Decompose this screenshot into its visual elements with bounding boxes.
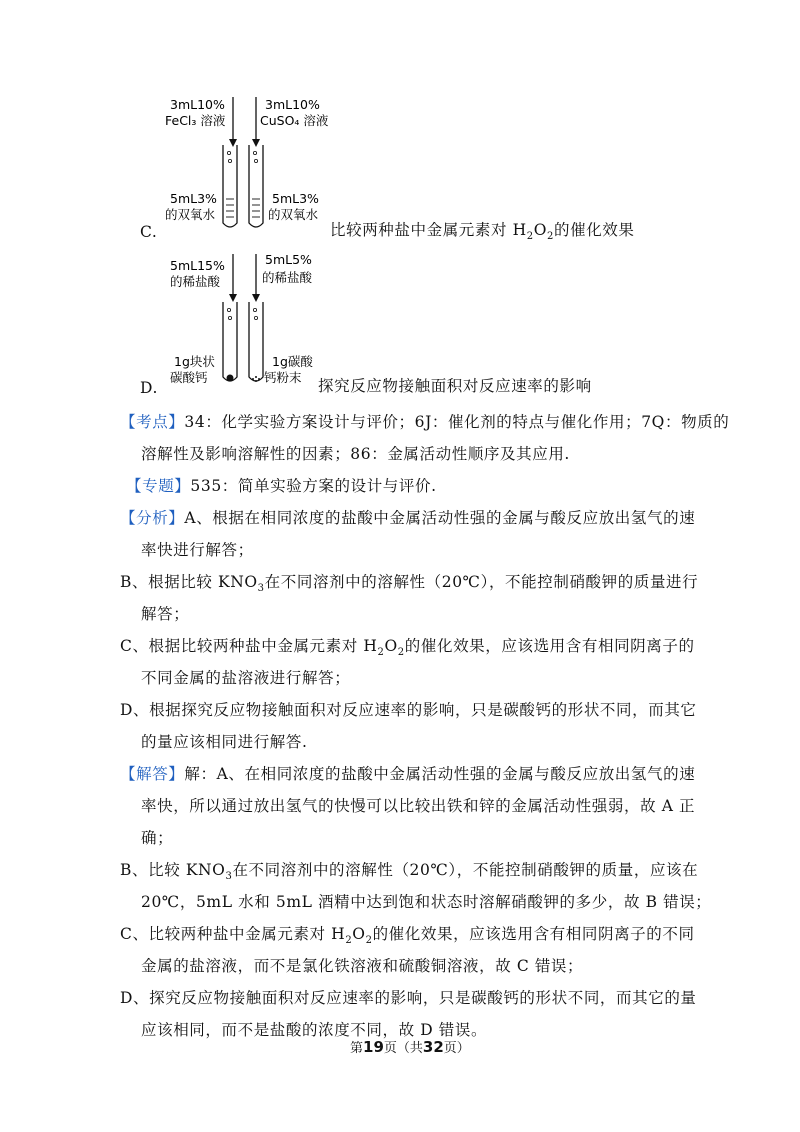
- c-right-top-label: 3mL10%: [265, 97, 320, 112]
- zhuanti-tag: 【专题】: [126, 477, 191, 495]
- c-right-bottom-label2: 的双氧水: [268, 207, 319, 222]
- c-left-top-label: 3mL10%: [170, 97, 225, 112]
- jieda-b-line2: 20℃，5mL 水和 5mL 酒精中达到饱和状态时溶解硝酸钾的多少，故 B 错误；: [141, 893, 712, 911]
- c-left-bottom-label: 5mL3%: [170, 191, 217, 206]
- fenxi-c-line2: 不同金属的盐溶液进行解答；: [141, 669, 351, 687]
- page-footer: 第19页（共32页）: [350, 1038, 470, 1056]
- fenxi-b-line2: 解答；: [141, 605, 190, 623]
- d-right-tube: [249, 302, 263, 381]
- jieda-c-line1: C、比较两种盐中金属元素对 $H_2O_2$的催化效果，应该选用含有相同阴离子的不同: [120, 925, 695, 947]
- option-c-letter: C.: [140, 223, 158, 241]
- option-d-letter: D.: [140, 379, 159, 397]
- fenxi-b-line1: B、根据比较 $KNO_3$在不同溶剂中的溶解性（20℃），不能控制硝酸钾的质量进行: [120, 573, 699, 595]
- jieda-a-line2: 率快，所以通过放出氢气的快慢可以比较出铁和锌的金属活动性强弱，故 A 正: [141, 797, 696, 815]
- fenxi-d-line1: D、根据探究反应物接触面积对反应速率的影响，只是碳酸钙的形状不同，而其它: [120, 701, 697, 719]
- fenxi-tag: 【分析】: [120, 509, 185, 527]
- d-right-bottom-label2: 钙粉末: [264, 370, 302, 385]
- jieda-c-line2: 金属的盐溶液，而不是氯化铁溶液和硫酸铜溶液，故 C 错误；: [141, 957, 584, 975]
- d-lump-solid: [227, 375, 234, 382]
- kaodian-line1: 【考点】34：化学实验方案设计与评价；6J：催化剂的特点与催化作用；7Q：物质的: [120, 413, 730, 431]
- jieda-a-line1: 【解答】解：A、在相同浓度的盐酸中金属活动性强的金属与酸反应放出氢气的速: [120, 765, 696, 783]
- d-left-bottom-label2: 碳酸钙: [170, 370, 208, 385]
- d-left-bottom-label: 1g块状: [174, 354, 215, 369]
- c-left-top-label2: FeCl₃ 溶液: [165, 113, 226, 128]
- jieda-d-line1: D、探究反应物接触面积对反应速率的影响，只是碳酸钙的形状不同，而其它的量: [120, 989, 697, 1007]
- page-number: 19: [363, 1038, 384, 1056]
- c-right-bottom-label: 5mL3%: [272, 191, 319, 206]
- fenxi-c-line1: C、根据比较两种盐中金属元素对 $H_2O_2$的催化效果，应该选用含有相同阴离子的: [120, 637, 695, 659]
- c-left-bottom-label2: 的双氧水: [165, 207, 216, 222]
- fenxi-a-line1: 【分析】A、根据在相同浓度的盐酸中金属活动性强的金属与酸反应放出氢气的速: [120, 509, 696, 527]
- d-left-top-label: 5mL15%: [170, 258, 225, 273]
- option-c-caption: 比较两种盐中金属元素对 $H_2O_2$的催化效果: [330, 221, 635, 243]
- option-c-diagram: [160, 95, 340, 237]
- fenxi-d-line2: 的量应该相同进行解答.: [141, 733, 308, 751]
- c-left-tube: [223, 145, 237, 227]
- jieda-d-line2: 应该相同，而不是盐酸的浓度不同，故 D 错误。: [141, 1021, 488, 1039]
- jieda-tag: 【解答】: [120, 765, 185, 783]
- c-right-top-label2: CuSO₄ 溶液: [260, 113, 329, 128]
- d-right-bottom-label: 1g碳酸: [272, 354, 313, 369]
- jieda-b-line1: B、比较 $KNO_3$在不同溶剂中的溶解性（20℃），不能控制硝酸钾的质量，应该在: [120, 861, 699, 883]
- kaodian-line2: 溶解性及影响溶解性的因素；86：金属活动性顺序及其应用.: [141, 445, 570, 463]
- d-left-top-label2: 的稀盐酸: [170, 274, 221, 289]
- d-right-top-label2: 的稀盐酸: [262, 270, 313, 285]
- c-liquid-lines: [226, 199, 260, 217]
- d-left-tube: [223, 302, 237, 381]
- d-powder: [252, 376, 260, 382]
- option-d-diagram: [160, 252, 330, 394]
- page-total: 32: [422, 1038, 444, 1056]
- fenxi-a-line2: 率快进行解答；: [141, 541, 254, 559]
- zhuanti-line: 【专题】535：简单实验方案的设计与评价.: [126, 477, 437, 495]
- jieda-a-line3: 确；: [141, 829, 174, 847]
- c-right-tube: [249, 145, 263, 227]
- option-d-caption: 探究反应物接触面积对反应速率的影响: [318, 377, 592, 395]
- kaodian-tag: 【考点】: [120, 413, 185, 431]
- d-right-top-label: 5mL5%: [265, 252, 312, 267]
